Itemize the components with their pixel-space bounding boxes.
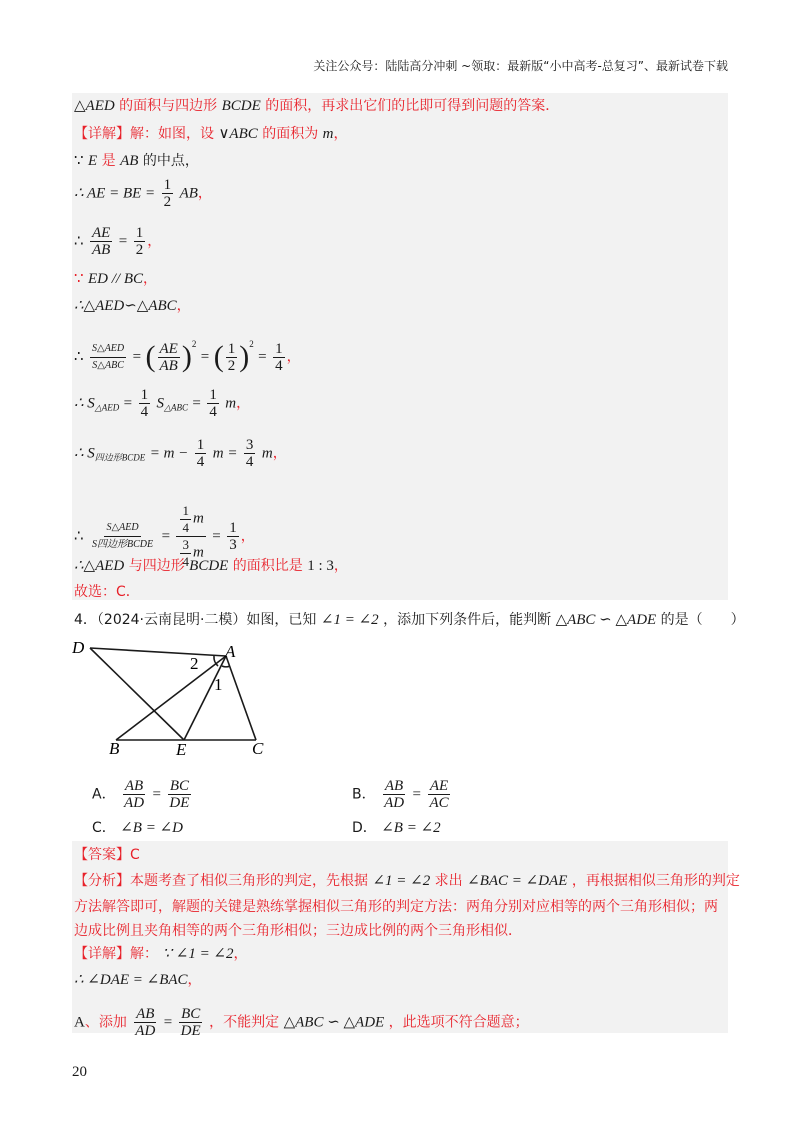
q4-detail-line-2: ∴ ∠DAE = ∠BAC，	[74, 972, 202, 988]
detail-tag: 【详解】	[74, 126, 130, 142]
sol3-line-7: ∴△AED∽△ABC，	[74, 298, 191, 314]
q4-stem: 4．（2024·云南昆明·二模）如图，已知 ∠1 = ∠2 ，添加下列条件后，能判断 △ABC ∽ △ADE 的是（ ）	[74, 612, 745, 628]
option-d[interactable]: D． ∠B = ∠2	[352, 820, 441, 836]
sol3-line-3: ∵ E 是 AB 的中点，	[74, 153, 199, 169]
page-number: 20	[72, 1064, 87, 1080]
sol3-line-9: ∴ $S_{\triangle AED}$ = $\frac{1}{4}$ $S_{\triangle ABC}$ = $\frac{1}{4}$ m，	[74, 387, 251, 420]
q4-analysis-line-3: 边成比例且夹角相等的两个三角形相似；三边成比例的两个三角形相似．	[74, 923, 522, 939]
option-a[interactable]: A． $\frac{AB}{AD}$ = $\frac{BC}{DE}$	[92, 778, 190, 811]
angle-label-2: 2	[190, 654, 199, 673]
option-b[interactable]: B． $\frac{AB}{AD}$ = $\frac{AE}{AC}$	[352, 778, 449, 811]
point-label-c: C	[252, 739, 264, 758]
q4-analysis-line-2: 方法解答即可，解题的关键是熟练掌握相似三角形的判定方法：两角分别对应相等的两个三角形相似；两	[74, 899, 718, 915]
angle-label-1: 1	[214, 675, 223, 694]
option-c[interactable]: C． ∠B = ∠D	[92, 820, 183, 836]
point-label-d: D	[72, 640, 85, 657]
q4-detail-line-3: A、添加 $\frac{AB}{AD}$ = $\frac{BC}{DE}$ ，不能判定 △ABC ∽ △ADE ，此选项不符合题意；	[74, 1006, 529, 1039]
page-header: 关注公众号：陆陆高分冲刺 ~领取：最新版“小中高考-总复习”、最新试卷下载	[313, 59, 728, 73]
point-label-a: A	[225, 642, 236, 661]
point-label-b: B	[109, 739, 120, 758]
sol3-line-6: ∵ ED // BC，	[74, 271, 157, 287]
sol3-line-2: 【详解】解：如图，设 ∨ABC 的面积为 m，	[74, 126, 348, 142]
sol3-line-10: ∴ $S_{四边形BCDE} = m$ − $\frac{1}{4}$ m = $\frac{3}{4}$ m，	[74, 437, 287, 470]
q4-answer: 【答案】C	[74, 847, 140, 863]
sol3-line-12: ∴△AED 与四边形 BCDE 的面积比是 1 : 3，	[74, 558, 348, 574]
sol3-conclusion: 故选：C．	[74, 584, 140, 600]
sol3-line-4: ∴ AE = BE = $\frac{1}{2}$ AB，	[74, 177, 212, 210]
sol3-line-8: ∴ $\frac{\text{S△AED}}{\text{S△ABC}}$ = ( $\frac{AE}{AB}$ )$^2$ = ( $\frac{1}{2}$ )$^2$ = $\frac{1}{4}$ ，	[74, 339, 301, 374]
point-label-e: E	[176, 740, 187, 759]
sol3-line-5: ∴ $\frac{AE}{AB}$ = $\frac{1}{2}$ ，	[74, 225, 162, 258]
sol3-line-11: ∴ $\frac{\text{S△AED}}{\text{S四边形BCDE}}$ = $\frac{1}{4}$ m $\frac{3}{4}$ m = $\frac{1}{3}$ ，	[74, 503, 255, 569]
triangle-figure	[72, 640, 272, 760]
q4-detail-line-1: 【详解】解： ∵ ∠1 = ∠2，	[74, 946, 248, 962]
sol3-line-1: △AED 的面积与四边形 BCDE 的面积，再求出它们的比即可得到问题的答案．	[74, 98, 560, 114]
q4-analysis-line-1: 【分析】本题考查了相似三角形的判定，先根据 ∠1 = ∠2 求出 ∠BAC = ∠DAE ，再根据相似三角形的判定	[74, 873, 740, 889]
